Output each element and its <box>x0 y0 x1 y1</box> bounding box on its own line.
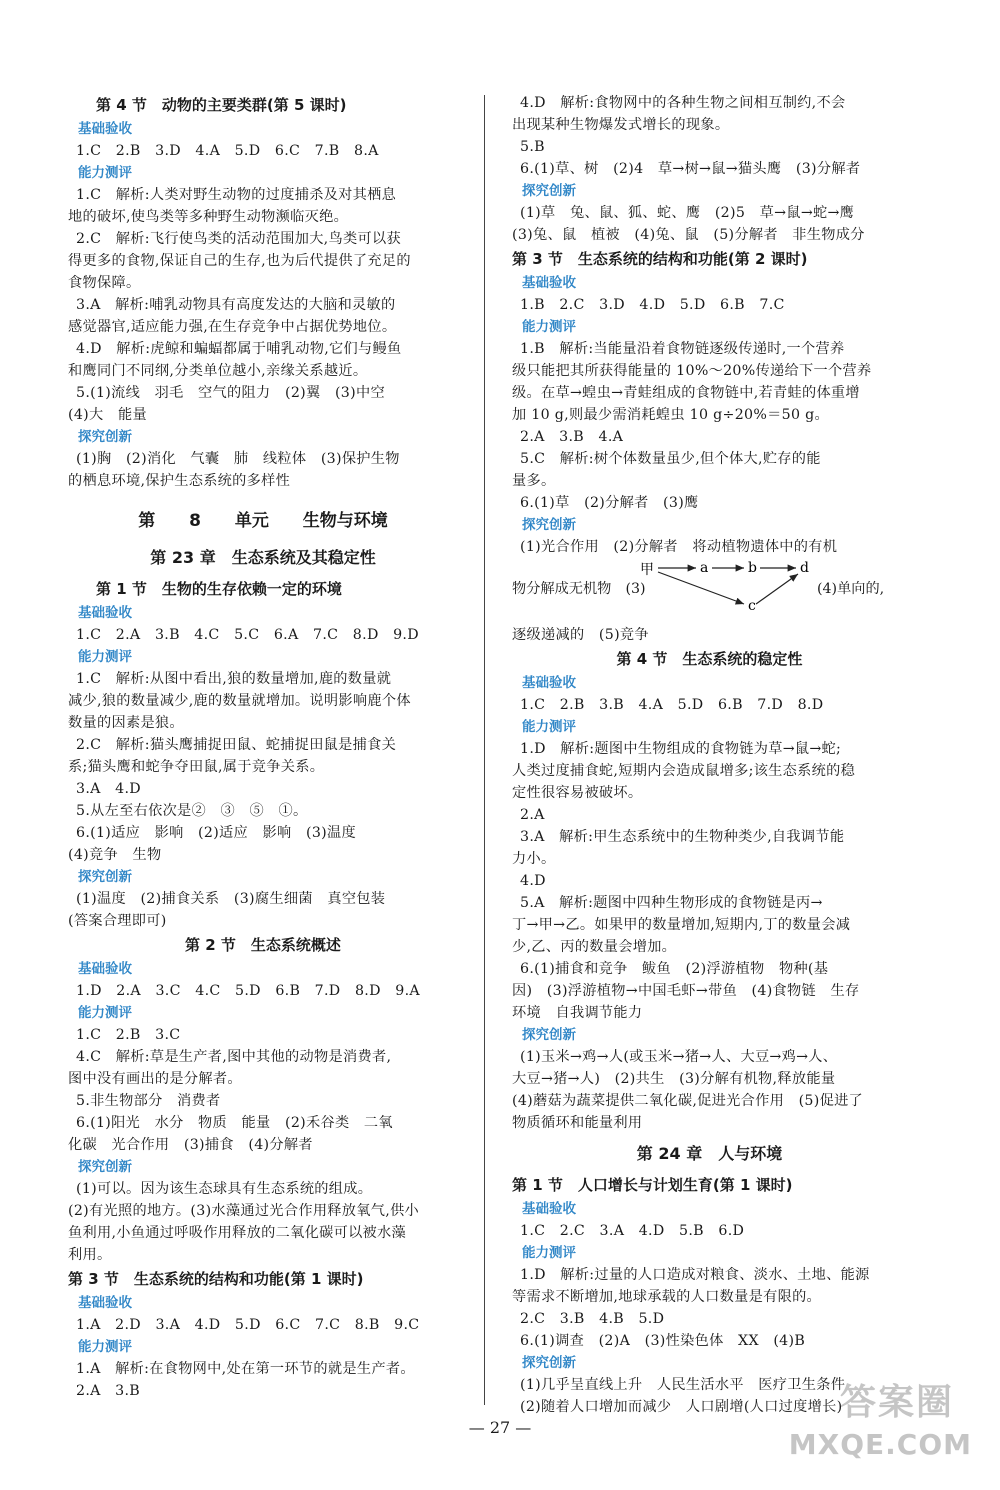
answer-line: 少,乙、丙的数量会增加。 <box>512 939 677 955</box>
answer-line: 数量的因素是狼。 <box>68 715 184 731</box>
answer-line: (1)温度 (2)捕食关系 (3)腐生细菌 真空包装 <box>76 891 386 907</box>
food-web-node: a <box>700 560 709 576</box>
answer-line: 因) (3)浮游植物→中国毛虾→带鱼 (4)食物链 生存 <box>512 983 860 999</box>
subsection-label: 能力测评 <box>522 719 576 735</box>
food-web-node: 甲 <box>640 562 654 578</box>
answer-line: 1.C 2.B 3.D 4.A 5.D 6.C 7.B 8.A <box>76 143 379 159</box>
answer-line: 1.C 2.A 3.B 4.C 5.C 6.A 7.C 8.D 9.D <box>76 627 419 643</box>
subsection-label: 能力测评 <box>78 1339 132 1355</box>
answer-line: 1.C 解析:从图中看出,狼的数量增加,鹿的数量就 <box>76 671 392 687</box>
food-web-diagram <box>640 558 815 624</box>
subsection-label: 基础验收 <box>78 121 132 137</box>
watermark-en: MXQE.COM <box>788 1428 972 1461</box>
answer-line: 环境 自我调节能力 <box>512 1005 643 1021</box>
subsection-label: 探究创新 <box>522 517 576 533</box>
diagram-text-before: 物分解成无机物 (3) <box>512 581 646 597</box>
answer-line: 2.C 3.B 4.B 5.D <box>520 1311 665 1327</box>
subsection-label: 探究创新 <box>78 869 132 885</box>
answer-line: 4.D 解析:食物网中的各种生物之间相互制约,不会 <box>520 95 846 111</box>
answer-line: 感觉器官,适应能力强,在生存竞争中占据优势地位。 <box>68 319 397 335</box>
food-web-node: d <box>800 560 809 576</box>
section-heading: 第 4 节 生态系统的稳定性 <box>616 650 803 668</box>
answer-line: 1.C 解析:人类对野生动物的过度捕杀及对其栖息 <box>76 187 397 203</box>
watermark-logo <box>760 1366 980 1476</box>
answer-line: (4)大 能量 <box>68 407 147 423</box>
subsection-label: 能力测评 <box>522 1245 576 1261</box>
answer-line: 4.D 解析:虎鲸和蝙蝠都属于哺乳动物,它们与鳗鱼 <box>76 341 402 357</box>
answer-line: 1.B 解析:当能量沿着食物链逐级传递时,一个营养 <box>520 341 845 357</box>
answer-line: 5.(1)流线 羽毛 空气的阻力 (2)翼 (3)中空 <box>76 385 385 401</box>
answer-line: 丁→甲→乙。如果甲的数量增加,短期内,丁的数量会减 <box>512 917 851 933</box>
answer-line: 1.C 2.C 3.A 4.D 5.B 6.D <box>520 1223 745 1239</box>
answer-line: 3.A 解析:哺乳动物具有高度发达的大脑和灵敏的 <box>76 297 396 313</box>
subsection-label: 探究创新 <box>78 429 132 445</box>
answer-line: 5.B <box>520 139 545 155</box>
answer-line: 3.A 4.D <box>76 781 141 797</box>
answer-line: 3.A 解析:甲生态系统中的生物种类少,自我调节能 <box>520 829 845 845</box>
subsection-label: 基础验收 <box>78 1295 132 1311</box>
answer-line: 级。在草→蝗虫→青蛙组成的食物链中,若青蛙的体重增 <box>512 385 860 401</box>
answer-line: 物质循环和能量利用 <box>512 1115 643 1131</box>
watermark-cn: 答案圈 <box>839 1382 954 1423</box>
answer-line: 5.从左至右依次是② ③ ⑤ ①。 <box>76 803 308 819</box>
subsection-label: 能力测评 <box>522 319 576 335</box>
answer-line: 1.A 2.D 3.A 4.D 5.D 6.C 7.C 8.B 9.C <box>76 1317 420 1333</box>
food-web-arrow <box>756 574 798 604</box>
section-heading: 第 1 节 人口增长与计划生育(第 1 课时) <box>512 1176 793 1194</box>
answer-line: (3)兔、鼠 植被 (4)兔、鼠 (5)分解者 非生物成分 <box>512 227 865 243</box>
answer-line: 2.C 解析:猫头鹰捕捉田鼠、蛇捕捉田鼠是捕食关 <box>76 737 397 753</box>
answer-line: 出现某种生物爆发式增长的现象。 <box>512 117 730 133</box>
answer-line: 1.B 2.C 3.D 4.D 5.D 6.B 7.C <box>520 297 785 313</box>
answer-line: 6.(1)草、树 (2)4 草→树→鼠→猫头鹰 (3)分解者 <box>520 161 861 177</box>
answer-line: 图中没有画出的是分解者。 <box>68 1071 242 1087</box>
page-number: — 27 — <box>468 1418 532 1437</box>
answer-line: 化碳 光合作用 (3)捕食 (4)分解者 <box>68 1137 313 1153</box>
section-heading: 第 3 节 生态系统的结构和功能(第 1 课时) <box>68 1270 364 1288</box>
section-heading: 第 1 节 生物的生存依赖一定的环境 <box>96 580 342 598</box>
answer-line: 系;猫头鹰和蛇争夺田鼠,属于竞争关系。 <box>68 759 325 775</box>
answer-line: 人类过度捕食蛇,短期内会造成鼠增多;该生态系统的稳 <box>512 763 856 779</box>
answer-line: (1)几乎呈直线上升 人民生活水平 医疗卫生条件 <box>520 1377 846 1393</box>
answer-line: 和鹰同门不同纲,分类单位越小,亲缘关系越近。 <box>68 363 368 379</box>
answer-line: 2.C 解析:飞行使鸟类的活动范围加大,鸟类可以获 <box>76 231 401 247</box>
section-heading: 第 2 节 生态系统概述 <box>185 936 341 954</box>
answer-line: 减少,狼的数量减少,鹿的数量就增加。说明影响鹿个体 <box>68 693 411 709</box>
answer-line: 力小。 <box>512 851 556 867</box>
answer-line: 鱼利用,小鱼通过呼吸作用释放的二氧化碳可以被水藻 <box>68 1225 407 1241</box>
answer-line: 5.非生物部分 消费者 <box>76 1093 221 1109</box>
answer-line: 加 10 g,则最少需消耗蝗虫 10 g÷20%＝50 g。 <box>512 407 829 423</box>
answer-line: 6.(1)适应 影响 (2)适应 影响 (3)温度 <box>76 825 356 841</box>
answer-line: 2.A 3.B 4.A <box>520 429 624 445</box>
subsection-label: 基础验收 <box>522 675 576 691</box>
answer-line: 4.C 解析:草是生产者,图中其他的动物是消费者, <box>76 1049 392 1065</box>
unit-heading: 第 8 单元 生物与环境 <box>138 511 388 531</box>
answer-line: 大豆→猪→人) (2)共生 (3)分解有机物,释放能量 <box>512 1071 836 1087</box>
answer-line: 5.C 解析:树个体数量虽少,但个体大,贮存的能 <box>520 451 821 467</box>
answer-line: 的栖息环境,保护生态系统的多样性 <box>68 473 291 489</box>
answer-line: (1)胸 (2)消化 气囊 肺 线粒体 (3)保护生物 <box>76 451 400 467</box>
answer-line: 逐级递减的 (5)竞争 <box>512 627 649 643</box>
diagram-text-after: (4)单向的, <box>817 581 885 597</box>
answer-line: 1.A 解析:在食物网中,处在第一环节的就是生产者。 <box>76 1361 415 1377</box>
answer-line: 6.(1)调查 (2)A (3)性染色体 XX (4)B <box>520 1333 806 1349</box>
subsection-label: 能力测评 <box>78 165 132 181</box>
answer-line: (1)可以。因为该生态球具有生态系统的组成。 <box>76 1181 373 1197</box>
answer-line: 1.D 解析:题图中生物组成的食物链为草→鼠→蛇; <box>520 741 842 757</box>
answer-line: 6.(1)草 (2)分解者 (3)鹰 <box>520 495 699 511</box>
answer-line: (2)有光照的地方。(3)水藻通过光合作用释放氧气,供小 <box>68 1203 420 1219</box>
subsection-label: 基础验收 <box>522 1201 576 1217</box>
answer-line: 利用。 <box>68 1247 112 1263</box>
subsection-label: 能力测评 <box>78 649 132 665</box>
food-web-node: b <box>748 560 757 576</box>
section-heading: 第 4 节 动物的主要类群(第 5 课时) <box>96 96 347 114</box>
chapter-heading: 第 24 章 人与环境 <box>636 1144 783 1163</box>
subsection-label: 能力测评 <box>78 1005 132 1021</box>
subsection-label: 探究创新 <box>522 1355 576 1371</box>
answer-line: 1.D 解析:过量的人口造成对粮食、淡水、土地、能源 <box>520 1267 870 1283</box>
answer-line: 6.(1)阳光 水分 物质 能量 (2)禾谷类 二氧 <box>76 1115 393 1131</box>
answer-line: 级只能把其所获得能量的 10%～20%传递给下一个营养 <box>512 363 872 379</box>
answer-line: 6.(1)捕食和竞争 鲅鱼 (2)浮游植物 物种(基 <box>520 961 829 977</box>
answer-line: 定性很容易被破坏。 <box>512 785 643 801</box>
answer-line: 得更多的食物,保证自己的生存,也为后代提供了充足的 <box>68 253 411 269</box>
answer-line: 地的破坏,使鸟类等多种野生动物濒临灭绝。 <box>68 209 349 225</box>
answer-line: 4.D <box>520 873 546 889</box>
section-heading: 第 3 节 生态系统的结构和功能(第 2 课时) <box>512 250 808 268</box>
answer-line: (1)草 兔、鼠、狐、蛇、鹰 (2)5 草→鼠→蛇→鹰 <box>520 205 855 221</box>
answer-line: 5.A 解析:题图中四种生物形成的食物链是丙→ <box>520 895 823 911</box>
subsection-label: 基础验收 <box>78 605 132 621</box>
answer-line: 量多。 <box>512 473 556 489</box>
chapter-heading: 第 23 章 生态系统及其稳定性 <box>150 548 376 567</box>
subsection-label: 基础验收 <box>78 961 132 977</box>
right-column <box>512 92 907 1418</box>
answer-line: (1)玉米→鸡→人(或玉米→猪→人、大豆→鸡→人、 <box>520 1049 838 1065</box>
answer-line: 1.C 2.B 3.C <box>76 1027 181 1043</box>
answer-line: (1)光合作用 (2)分解者 将动植物遗体中的有机 <box>520 539 838 555</box>
subsection-label: 基础验收 <box>522 275 576 291</box>
food-web-line <box>512 558 907 624</box>
left-column <box>68 92 458 1402</box>
answer-line: 食物保障。 <box>68 275 141 291</box>
food-web-arrow <box>658 572 744 604</box>
answer-line: (4)蘑菇为蔬菜提供二氧化碳,促进光合作用 (5)促进了 <box>512 1093 864 1109</box>
answer-line: 2.A <box>520 807 545 823</box>
answer-line: (4)竞争 生物 <box>68 847 162 863</box>
answer-line: (2)随着人口增加而减少 人口剧增(人口过度增长) <box>520 1399 843 1415</box>
answer-line: 2.A 3.B <box>76 1383 141 1399</box>
answer-line: (答案合理即可) <box>68 913 167 929</box>
answer-line: 等需求不断增加,地球承载的人口数量是有限的。 <box>512 1289 822 1305</box>
food-web-node: c <box>748 598 756 614</box>
column-divider <box>484 95 485 1405</box>
subsection-label: 探究创新 <box>78 1159 132 1175</box>
answer-line: 1.D 2.A 3.C 4.C 5.D 6.B 7.D 8.D 9.A <box>76 983 420 999</box>
subsection-label: 探究创新 <box>522 183 576 199</box>
subsection-label: 探究创新 <box>522 1027 576 1043</box>
answer-line: 1.C 2.B 3.B 4.A 5.D 6.B 7.D 8.D <box>520 697 824 713</box>
